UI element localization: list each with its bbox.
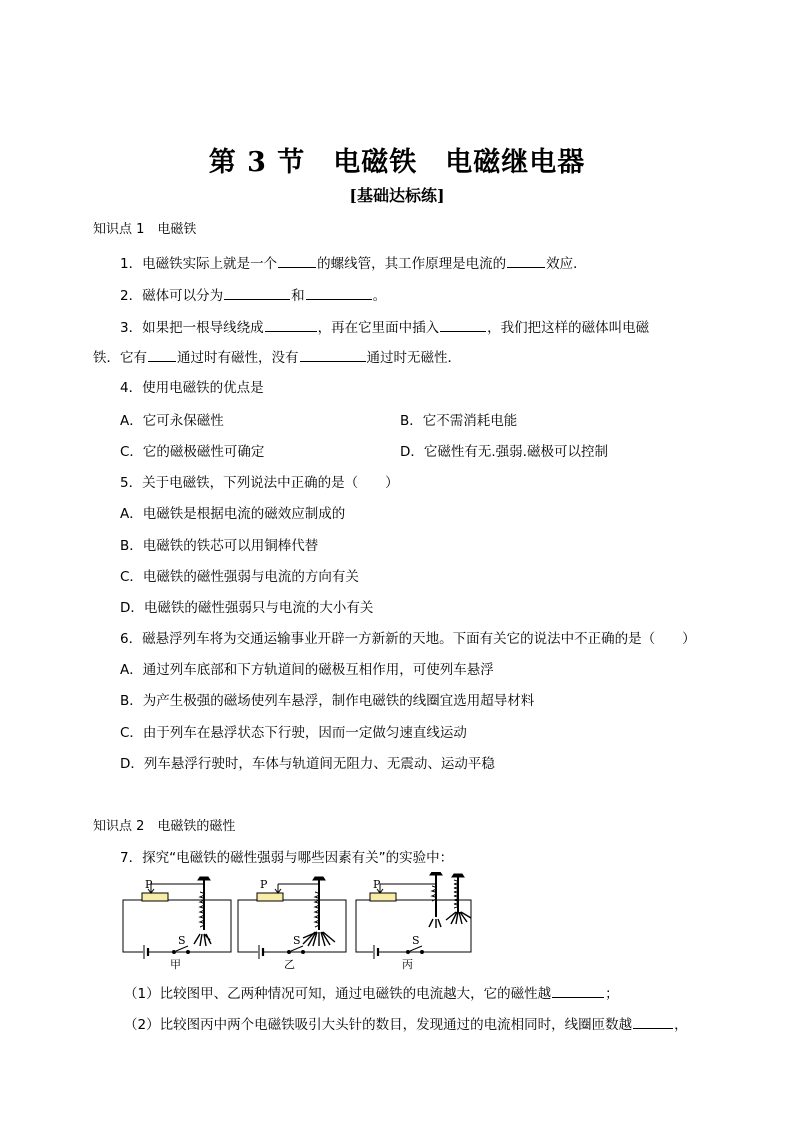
q2-blank-2	[306, 286, 372, 300]
q7-sub2-end: ，	[674, 1017, 688, 1033]
question-6-option-b: B．为产生极强的磁场使列车悬浮，制作电磁铁的线圈宜选用超导材料	[120, 693, 535, 709]
question-7-stem: 7．探究“电磁铁的磁性强弱与哪些因素有关”的实验中：	[120, 850, 454, 866]
q7-sub1-end: ；	[605, 986, 619, 1002]
q7-sub2-blank	[633, 1015, 673, 1029]
question-6-option-c: C．由于列车在悬浮状态下行驶，因而一定做匀速直线运动	[120, 725, 467, 741]
circuit-diagrams-svg	[118, 872, 488, 972]
label-p-yi: P	[260, 878, 268, 891]
label-jia: 甲	[170, 958, 181, 971]
question-2	[120, 284, 386, 304]
q3-text-f: 通过时无磁性．	[366, 350, 461, 366]
label-p-bing: P	[373, 878, 381, 891]
question-6-stem: 6．磁悬浮列车将为交通运输事业开辟一方新新的天地。下面有关它的说法中不正确的是（ ）	[120, 631, 696, 647]
section-heading-1: 知识点 1 电磁铁	[93, 222, 197, 237]
circuit-yi	[238, 877, 346, 960]
q2-text-c: 。	[372, 288, 387, 304]
section-heading-2: 知识点 2 电磁铁的磁性	[93, 819, 236, 834]
label-s-yi: S	[293, 934, 301, 947]
question-7-sub-2	[124, 1013, 688, 1033]
q3-text-d: 铁．它有	[93, 350, 147, 366]
circuit-jia	[123, 877, 231, 960]
q3-blank-2	[440, 318, 486, 332]
q2-blank-1	[224, 286, 290, 300]
page-subtitle: [基础达标练]	[349, 186, 445, 205]
q1-blank-1	[278, 254, 316, 268]
question-6-option-a: A．通过列车底部和下方轨道间的磁极互相作用，可使列车悬浮	[120, 662, 494, 678]
question-5-option-c: C．电磁铁的磁性强弱与电流的方向有关	[120, 569, 359, 585]
q3-text-c: ，我们把这样的磁体叫电磁	[487, 320, 650, 336]
q2-text-a: 2．磁体可以分为	[120, 288, 224, 304]
q3-blank-3	[148, 348, 176, 362]
label-s-bing: S	[412, 934, 420, 947]
question-4-option-d: D．它磁性有无.强弱.磁极可以控制	[400, 444, 608, 460]
q3-blank-1	[265, 318, 317, 332]
question-4-option-b: B．它不需消耗电能	[400, 413, 518, 429]
label-s-jia: S	[178, 934, 186, 947]
label-p-jia: P	[145, 878, 153, 891]
label-yi: 乙	[284, 958, 295, 971]
q3-blank-4	[300, 348, 366, 362]
page-title: 第 3 节 电磁铁 电磁继电器	[208, 147, 586, 178]
q7-sub1-text: （1）比较图甲、乙两种情况可知，通过电磁铁的电流越大，它的磁性越	[124, 986, 552, 1002]
question-5-option-d: D．电磁铁的磁性强弱只与电流的大小有关	[120, 600, 374, 616]
question-5-stem: 5．关于电磁铁，下列说法中正确的是（ ）	[120, 475, 399, 491]
q1-text-c: 效应．	[546, 256, 587, 272]
q1-text-b: 的螺线管，其工作原理是电流的	[317, 256, 507, 272]
q3-text-b: ，再在它里面中插入	[317, 320, 440, 336]
q3-text-e: 通过时有磁性，没有	[177, 350, 299, 366]
q1-blank-2	[507, 254, 545, 268]
q7-sub1-blank	[552, 984, 604, 998]
question-3-line-1	[120, 316, 649, 336]
q3-text-a: 3．如果把一根导线绕成	[120, 320, 264, 336]
question-4-option-c: C．它的磁极磁性可确定	[120, 444, 265, 460]
question-6-option-d: D．列车悬浮行驶时，车体与轨道间无阻力、无震动、运动平稳	[120, 756, 495, 772]
question-3-line-2	[93, 346, 461, 366]
question-7-sub-1	[124, 982, 619, 1002]
question-5-option-a: A．电磁铁是根据电流的磁效应制成的	[120, 506, 346, 522]
q7-sub2-text: （2）比较图丙中两个电磁铁吸引大头针的数目，发现通过的电流相同时，线圈匝数越	[124, 1017, 633, 1033]
question-4-stem: 4．使用电磁铁的优点是	[120, 380, 264, 396]
q1-text-a: 1．电磁铁实际上就是一个	[120, 256, 278, 272]
question-5-option-b: B．电磁铁的铁芯可以用铜棒代替	[120, 538, 319, 554]
label-bing: 丙	[402, 958, 413, 971]
question-1	[120, 252, 587, 272]
circuit-figure	[118, 872, 488, 972]
q2-text-b: 和	[291, 288, 305, 304]
question-4-option-a: A．它可永保磁性	[120, 413, 224, 429]
